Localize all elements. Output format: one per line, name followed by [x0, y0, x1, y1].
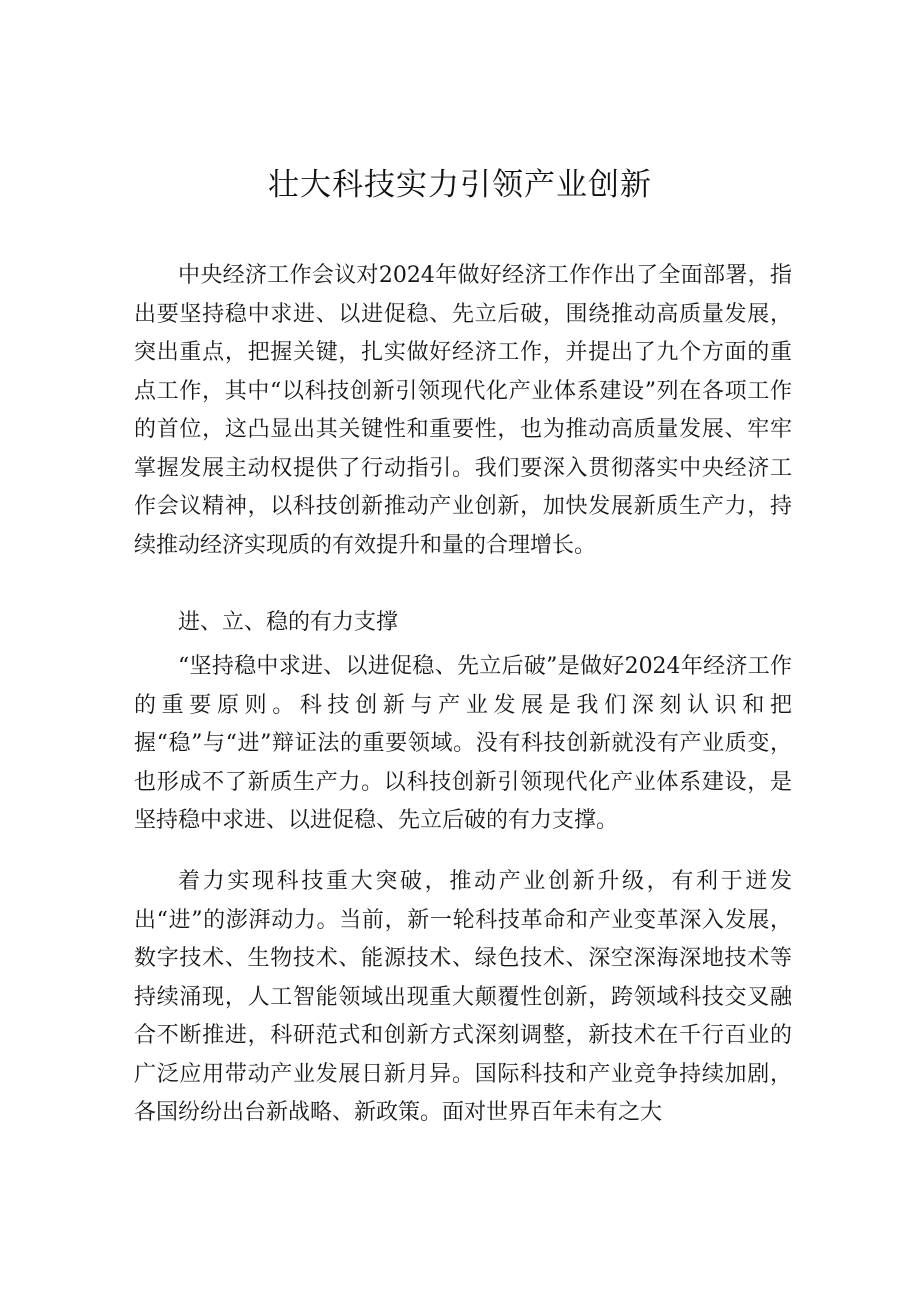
document-title: 壮大科技实力引领产业创新 — [268, 167, 652, 203]
paragraph-breakthrough: 着力实现科技重大突破，推动产业创新升级，有利于迸发出“进”的澎湃动力。当前，新一轮科技革命和产业变革深入发展，数字技术、生物技术、能源技术、绿色技术、深空深海深地技术等持续涌现，人工智能领域出现重大颠覆性创新，跨领域科技交叉融合不断推进，科研范式和创新方式深刻调整，新技术在千行百业的广泛应用带动产业发展日新月异。国际科技和产业竞争持续加剧，各国纷纷出台新战略、新政策。面对世界百年未有之大 — [134, 869, 792, 1125]
section-heading: 进、立、稳的有力支撑 — [178, 610, 399, 635]
paragraph-principle: “坚持稳中求进、以进促稳、先立后破”是做好2024年经济工作的重要原则。科技创新与产业发展是我们深刻认识和把握“稳”与“进”辩证法的重要领域。没有科技创新就没有产业质变，也形成不了新质生产力。以科技创新引领现代化产业体系建设，是坚持稳中求进、以进促稳、先立后破的有力支撑。 — [134, 654, 792, 833]
paragraph-intro: 中央经济工作会议对2024年做好经济工作作出了全面部署，指出要坚持稳中求进、以进促稳、先立后破，围绕推动高质量发展，突出重点，把握关键，扎实做好经济工作，并提出了九个方面的重点工作，其中“以科技创新引领现代化产业体系建设”列在各项工作的首位，这凸显出其关键性和重要性，也为推动高质量发展、牢牢掌握发展主动权提供了行动指引。我们要深入贯彻落实中央经济工作会议精神，以科技创新推动产业创新，加快发展新质生产力，持续推动经济实现质的有效提升和量的合理增长。 — [134, 263, 792, 558]
